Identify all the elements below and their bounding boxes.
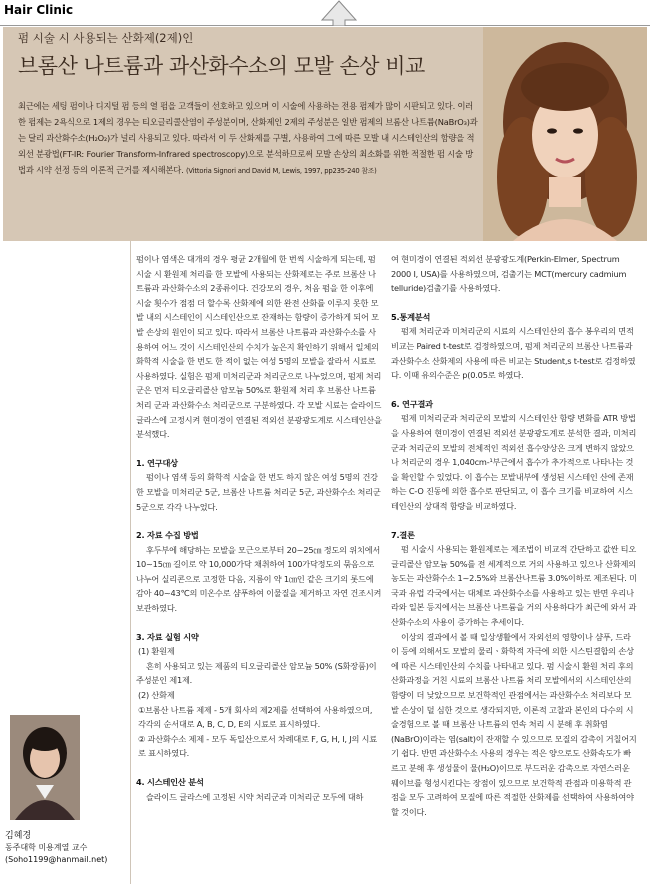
list-item: ①브롬산 나트륨 제제 - 5개 회사의 제2제를 선택하여 사용하였으며, 각각의 순서대로 A, B, C, D, E의 시료로 표시하였다.	[138, 704, 373, 730]
subsection-label: (2) 산화제	[138, 690, 175, 701]
body-paragraph: 펌이나 염색 등의 화학적 시술을 한 번도 하지 않은 여성 5명의 건강한 모발을 미처리군 5군, 브롬산 나트륨 처리군 5군, 과산화수소 처리군 5군으로 각각 나누었다.	[136, 472, 381, 512]
model-photo-illustration	[483, 27, 647, 241]
body-paragraph: 슬라이드 글라스에 고정된 시약 처리군과 미처리군 모두에 대하	[146, 791, 364, 802]
body-paragraph: 흔히 사용되고 있는 제품의 티오글리콜산 암모늄 50% (S화장품)이 주성분인 제1제.	[136, 660, 377, 686]
section-heading: 3. 자료 실험 시약	[136, 631, 199, 642]
author-name: 김혜경	[5, 831, 32, 841]
up-arrow-icon[interactable]	[320, 0, 358, 26]
abstract-text: 최근에는 세팅 펌이나 디지털 펌 등의 열 펌을 고객들이 선호하고 있으며 이 시술에 사용하는 전용 펌제가 많이 시판되고 있다. 이러한 펌제는 2욕식으로 1제의 경우는 티오글리콜산염이 주성분이며, 산화제인 2제의 주성분은 일반 펌제의 브롬산 나트륨(NaBrO₃)과는 달리 과산화수소(H₂O₂)가 널리 사용되고 있다. 따라서 이 두 산화제를 구별, 사용하여 그에 따른 모발 내 시스테인산의 함량을 적외선 분광법(FT-IR: Fourier Transform-Infrared spectroscopy)으로 분석하므로써 모발 손상의 최소화를 위한 적절한 펌 시술 방법과 시약 선정 등의 이론적 근거를 제시해본다.	[18, 101, 478, 175]
body-paragraph: 여 현미경이 연결된 적외선 분광광도계(Perkin-Elmer, Spectrum 2000 I, USA)를 사용하였으며, 검출기는 MCT(mercury cadmium telluride)검출기를 사용하였다.	[391, 254, 627, 294]
body-paragraph: 이상의 결과에서 볼 때 일상생활에서 자외선의 영향이나 샴푸, 드라이 등에 의해서도 모발의 물리ㆍ화학적 자극에 의한 시스틴결합의 손상에 따른 시스테인산의 수치를 나타내고 있다. 펌 시술시 환원 처리 후의 산화과정을 거친 시료의 브롬산 나트륨 처리 모발에서의 시스테인산의 함량이 더 낮았으므로 보건학적인 관점에서는 과산화수소 처리보다 모발 손상이 덜 심한 것으로 생각되지만, 이론적 고찰과 본인의 다수의 시술경험으로 볼 때 브롬산 나트륨의 연속 처리 시 분해 후 취화염(NaBrO)이라는 염(salt)이 잔재할 수 있으므로 모질의 감촉이 거칠어지기 쉽다. 반면 과산화수소 사용의 경우는 적은 양으로도 산화속도가 빠르고 분해 후 생성물이 물(H₂O)이므로 부드러운 감촉으로 자연스러운 웨이브를 형성시킨다는 장점이 있으므로 보건학적 관점과 미용학적 관점을 모두 고려하여 모질에 따른 적절한 산화제를 선택하여 사용하여야 할 것이다.	[391, 631, 637, 817]
body-paragraph: 펌제 처리군과 미처리군의 시료의 시스테인산의 흡수 봉우리의 면적 비교는 Paired t-test로 검정하였으며, 펌제 처리군의 브롬산 나트륨과 과산화수소 산화제의 사용에 따른 비교는 Student,s t-test로 검정하였다. 이때 유의수준은 p(0.05로 하였다.	[391, 326, 636, 381]
section-heading: 1. 연구대상	[136, 457, 178, 468]
author-email: (Soho1199@hanmail.net)	[5, 855, 108, 864]
article-kicker: 펌 시술 시 사용되는 산화제(2제)인	[18, 31, 194, 45]
body-column-2	[391, 252, 637, 819]
author-affiliation: 동주대학 미용계열 교수	[5, 843, 88, 852]
subsection-label: (1) 환원제	[138, 646, 175, 657]
author-photo	[10, 715, 80, 820]
section-heading: 4. 시스테인산 분석	[136, 777, 204, 787]
body-paragraph: 펌이나 염색은 대개의 경우 평균 2개월에 한 번씩 시술하게 되는데, 펌 시술 시 환원제 처리를 한 모발에 사용되는 산화제로는 주로 브롬산 나트륨과 과산화수소의 2종류이다. 건강모의 경우, 처음 펌을 한 이후에 시술 횟수가 점점 더 할수록 산화제에 의한 완전 산화를 이루지 못한 모발 내의 시스테인이 시스테인산으로 잔재하는 함량이 증가하게 되어 모발 손상의 원인이 되고 있다. 따라서 브롬산 나트륨과 과산화수소를 사용하여 어느 것이 시스테인산의 수치가 높은지 확인하기 위해서 일체의 화학적 시술을 한 번도 한 적이 없는 여성 5명의 모발을 잘라서 시료로 사용하였다. 실험은 펌제 미처리군과 처리군으로 나누었으며, 펌제 처리군은 먼저 티오글리콜산 암모늄 50%로 환원제 처리 후 브롬산 나트륨 처리 군과 과산화수소 처리군으로 구분하였다. 각 모발 시료는 슬라이드 글라스에 고정시켜 현미경이 연결된 적외선 분광광도계로 시스테인산을 분석했다.	[136, 254, 382, 440]
article-title: 브롬산 나트륨과 과산화수소의 모발 손상 비교	[18, 54, 425, 78]
article-abstract	[18, 98, 480, 179]
body-paragraph: 펌제 미처리군과 처리군의 모발의 시스테인산 함량 변화를 ATR 방법을 사용하여 현미경이 연결된 적외선 분광광도계로 분석한 결과, 미처리군과 처리군의 모발의 전체적인 적외선 흡수양상은 크게 변하지 않았으나 처리군의 경우 1,040cm-¹부근에서 흡수가 추가적으로 나타나는 것을 확인할 수 있었다. 이 흡수는 모발내부에 생성된 시스테인 산에 존재하는 C-O 진동에 의한 흡수로 판단되고, 이 흡수 크기를 비교하여 시스테인산의 상대적 함량을 비교하였다.	[391, 413, 637, 511]
model-photo	[483, 27, 647, 241]
body-column-1	[136, 252, 382, 804]
section-label: Hair Clinic	[4, 3, 74, 17]
body-paragraph: 펌 시술시 사용되는 환원제로는 제조법이 비교적 간단하고 값싼 티오글리콜산 암모늄 50%를 전 세계적으로 거의 사용하고 있으나 산화제의 농도는 과산화수소 1~2.5%와 브롬산나트륨 3.0%이하로 제조된다. 미국과 유럽 각국에서는 대체로 과산화수소를 사용하고 있는 반면 우리나라와 일본 등지에서는 브롬산 나트륨을 거의 사용하다가 최근에 와서 과산화수소의 사용이 증가하는 추세이다.	[391, 544, 637, 628]
section-heading: 2. 자료 수집 방법	[136, 530, 199, 541]
list-item: ② 과산화수소 제제 - 모두 독일산으로서 차례대로 F, G, H, I, J의 시료로 표시하였다.	[138, 733, 377, 759]
page-header	[0, 0, 650, 26]
section-heading: 6. 연구결과	[391, 398, 433, 409]
section-heading: 7.결론	[391, 529, 415, 540]
abstract-citation: (Vittoria Signori and David M, Lewis, 1997, pp235-240 참조)	[185, 167, 377, 175]
author-photo-illustration	[10, 715, 80, 820]
body-paragraph: 후두부에 해당하는 모발을 모근으로부터 20~25㎝ 정도의 위치에서 10~15㎝ 길이로 약 10,000가닥 채취하여 100가닥정도의 묶음으로 나누어 실리콘으로 고정한 다음, 지름이 약 1㎝인 같은 크기의 롯드에 감아 40~43℃의 미온수로 샴푸하여 이물질을 제거하고 자연 건조시켜 보관하였다.	[136, 544, 382, 614]
section-heading: 5.통계분석	[391, 311, 431, 322]
